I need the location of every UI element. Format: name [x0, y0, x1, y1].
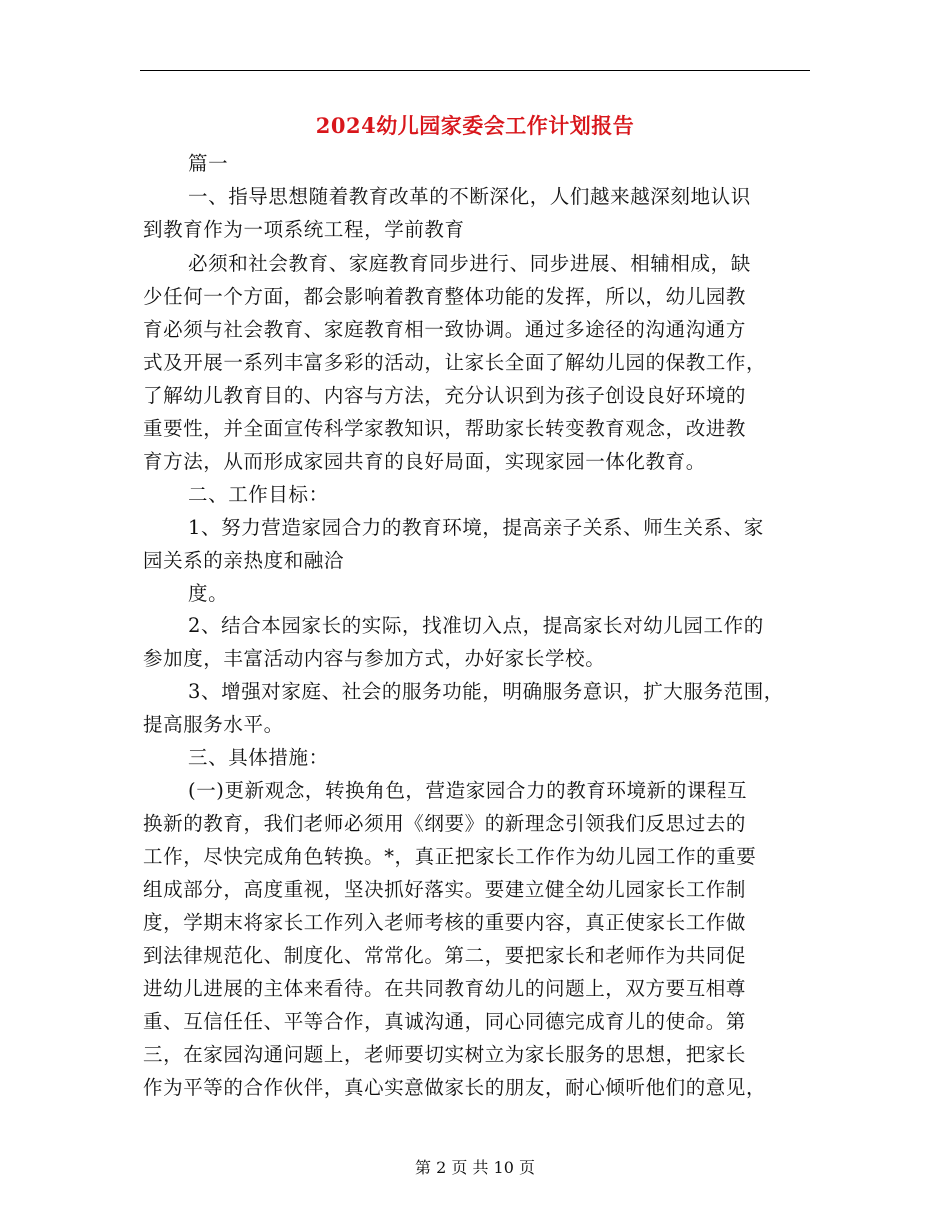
text-line: 参加度，丰富活动内容与参加方式，办好家长学校。 — [143, 647, 606, 670]
text-line: 度，学期末将家长工作列入老师考核的重要内容，真正使家长工作做 — [143, 911, 747, 934]
text-line: 度。 — [188, 582, 229, 605]
document-title: 2024幼儿园家委会工作计划报告 — [315, 113, 635, 138]
text-line: 1、努力营造家园合力的教育环境，提高亲子关系、师生关系、家 — [188, 516, 764, 539]
text-line: 重要性，并全面宣传科学家教知识，帮助家长转变教育观念，改进教 — [143, 417, 747, 440]
text-line: 换新的教育，我们老师必须用《纲要》的新理念引领我们反思过去的 — [143, 812, 747, 835]
text-line: 提高服务水平。 — [143, 713, 284, 736]
text-line: 三，在家园沟通问题上，老师要切实树立为家长服务的思想，把家长 — [143, 1043, 747, 1066]
header-rule — [140, 70, 810, 71]
text-line: 二、工作目标： — [188, 483, 329, 506]
text-line: 重、互信任任、平等合作，真诚沟通，同心同德完成育儿的使命。第 — [143, 1010, 747, 1033]
text-line: 篇一 — [188, 152, 229, 175]
text-line: 必须和社会教育、家庭教育同步进行、同步进展、相辅相成，缺 — [188, 252, 751, 275]
text-line: 工作，尽快完成角色转换。*，真正把家长工作作为幼儿园工作的重要 — [143, 845, 757, 868]
text-line: 到教育作为一项系统工程，学前教育 — [143, 218, 465, 241]
text-line: (一)更新观念，转换角色，营造家园合力的教育环境新的课程互 — [188, 779, 748, 802]
text-line: 一、指导思想随着教育改革的不断深化，人们越来越深刻地认识 — [188, 185, 751, 208]
page-number-footer: 第 2 页 共 10 页 — [415, 1158, 535, 1177]
text-line: 3、增强对家庭、社会的服务功能，明确服务意识，扩大服务范围， — [188, 680, 784, 703]
text-line: 育方法，从而形成家园共育的良好局面，实现家园一体化教育。 — [143, 450, 706, 473]
text-line: 式及开展一系列丰富多彩的活动，让家长全面了解幼儿园的保教工作， — [143, 351, 767, 374]
text-line: 作为平等的合作伙伴，真心实意做家长的朋友，耐心倾听他们的意见， — [143, 1076, 767, 1099]
text-line: 到法律规范化、制度化、常常化。第二，要把家长和老师作为共同促 — [143, 944, 747, 967]
text-line: 园关系的亲热度和融洽 — [143, 549, 345, 572]
text-line: 三、具体措施： — [188, 746, 329, 769]
text-line: 组成部分，高度重视，坚决抓好落实。要建立健全幼儿园家长工作制 — [143, 878, 747, 901]
text-line: 少任何一个方面，都会影响着教育整体功能的发挥，所以，幼儿园教 — [143, 285, 747, 308]
text-line: 育必须与社会教育、家庭教育相一致协调。通过多途径的沟通沟通方 — [143, 318, 747, 341]
text-line: 进幼儿进展的主体来看待。在共同教育幼儿的问题上，双方要互相尊 — [143, 977, 747, 1000]
text-line: 了解幼儿教育目的、内容与方法，充分认识到为孩子创设良好环境的 — [143, 384, 747, 407]
text-line: 2、结合本园家长的实际，找准切入点，提高家长对幼儿园工作的 — [188, 614, 764, 637]
